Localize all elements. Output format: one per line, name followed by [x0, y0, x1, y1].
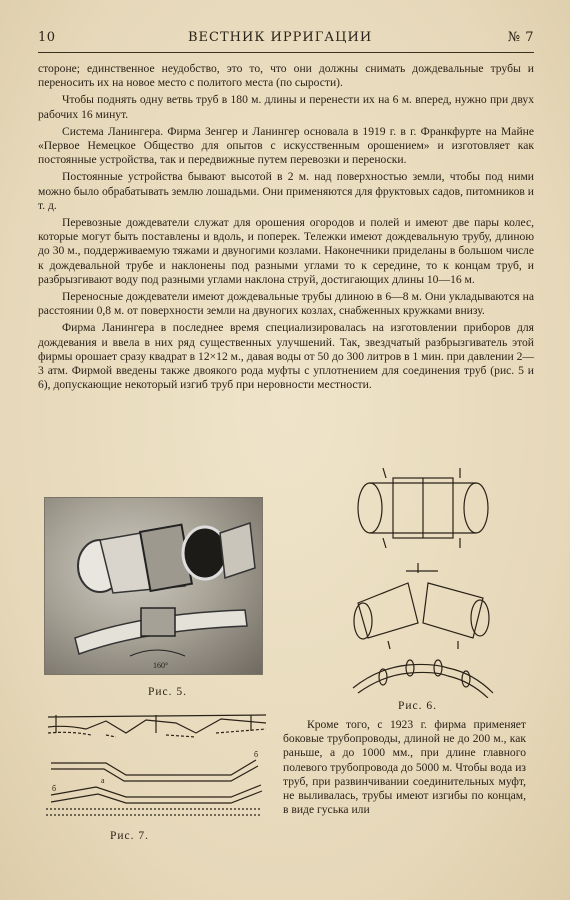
paragraph: Система Ланингера. Фирма Зенгер и Ланингер основала в 1919 г. в г. Франкфурте на Майне «Первое Немецкое Общество для опытов с искусственным орошением» и изготовляет как постоянные устройства, так и передвижные путем перевозки и переноски. [38, 124, 534, 167]
header-rule [38, 52, 534, 53]
page-number: 10 [38, 30, 56, 45]
coupling-drawings [348, 463, 498, 698]
running-header [38, 30, 534, 50]
column-text [283, 718, 526, 817]
issue-number: № 7 [507, 30, 534, 45]
label-b-left: б [52, 784, 57, 793]
paragraph: Перевозные дождеватели служат для орошения огородов и полей и имеют две пары колес, которые могут быть поставлены и вдоль, и поперек. Тележки имеют дождевальную трубу, длиною до 30 м., поддерживаемую тяжами и двуногими козлами. Наконечники приделаны в большом числе к дождевальной трубе и наклонены под разными углами то к середине, то к концам труб, и разбрызгивают воду под разными углами наклона струй, достигающих длины 10—16 м. [38, 216, 534, 286]
paragraph: Кроме того, с 1923 г. фирма применяет боковые трубопроводы, длиной не до 200 м., как раньше, а до 1000 мм., при длине главного полевого трубопровода до 5000 м. Чтобы вода из труб, при развинчивании соединительных муфт, не выливалась, трубы имеют изгибы по концам, в виде гуська или [283, 718, 526, 817]
figure-7-caption: Рис. 7. [110, 830, 150, 842]
figure-5-photo [44, 497, 263, 675]
paragraph: Переносные дождеватели имеют дождевальные трубы длиною в 6—8 м. Они укладываются на расстоянии 0,8 м. от поверхности земли на двуногих козлах, снабженных кружками внизу. [38, 290, 534, 318]
paragraph: стороне; единственное неудобство, это то, что они должны снимать дождевальные трубы и переносить их на новое место с политого места (по сырости). [38, 62, 534, 90]
figure-6-caption: Рис. 6. [398, 700, 438, 712]
pipe-sections [46, 705, 268, 830]
paragraph: Чтобы поднять одну ветвь труб в 180 м. длины и перенести их на 6 м. вперед, нужно при двух рабочих 16 минут. [38, 93, 534, 121]
paragraph: Постоянные устройства бывают высотой в 2 м. над поверхностью земли, чтобы под ними можно было обрабатывать землю лошадьми. Они применяются для фруктовых садов, питомников и т. д. [38, 170, 534, 212]
angle-label: 160° [153, 661, 169, 670]
label-b-right: б [254, 750, 259, 759]
journal-title: ВЕСТНИК ИРРИГАЦИИ [188, 30, 373, 45]
paragraph: Фирма Ланингера в последнее время специализировалась на изготовлении приборов для дождевания и ввела в них ряд существенных улучшений. Так, звездчатый разбрызгиватель этой фирмы орошает сразу квадрат в 12×12 м., давая воды от 50 до 300 литров в 1 мин. при давлении 2—3 атм. Фирмой введены также двоякого рода муфты с уплотнением для соединения труб (рис. 5 и 6), допускающие некоторый изгиб труб при неровности местности. [38, 321, 534, 392]
coupling-photo-illustration [45, 498, 262, 674]
figure-5-caption: Рис. 5. [148, 686, 188, 698]
figure-6-drawing [348, 463, 498, 698]
label-a: а [101, 776, 105, 785]
main-text [38, 62, 534, 395]
figure-7-drawing [46, 705, 268, 830]
